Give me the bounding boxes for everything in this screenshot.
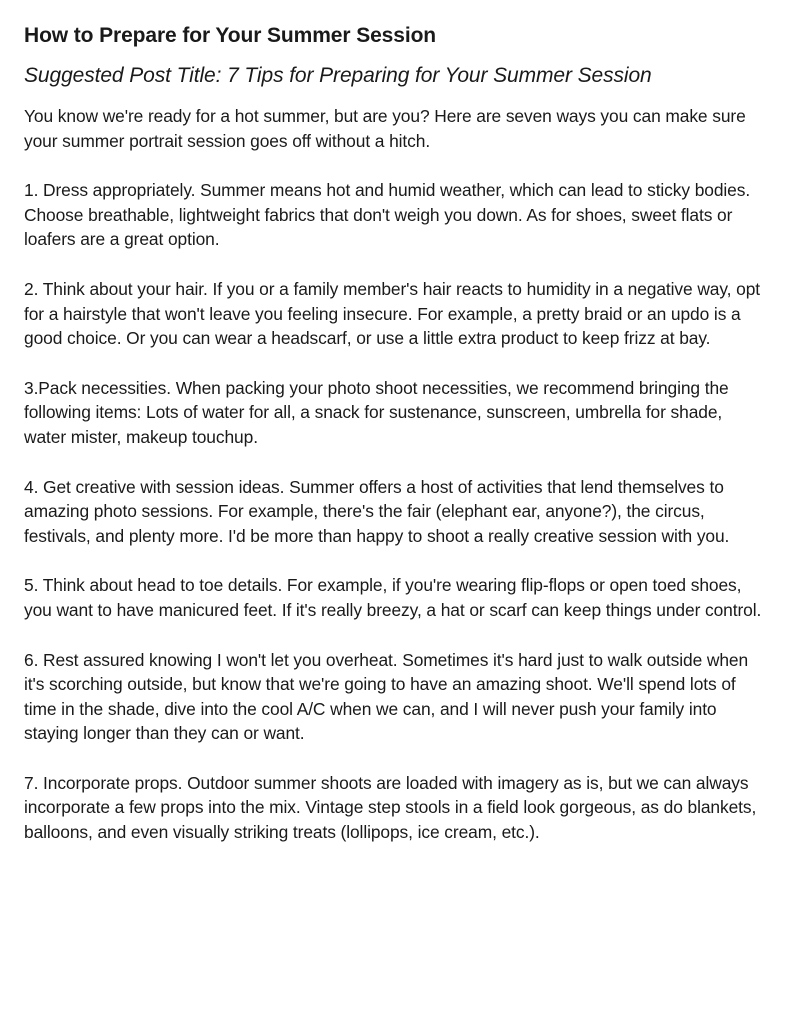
tip-paragraph-2: 2. Think about your hair. If you or a family member's hair reacts to humidity in a negative way, opt for a hairstyle that won't leave you feeling insecure. For example, a pretty braid or an updo is a good choice. Or you can wear a headscarf, or use a little extra product to keep frizz at bay.	[24, 278, 760, 349]
document-subtitle: Suggested Post Title: 7 Tips for Preparing for Your Summer Session	[24, 64, 652, 87]
tip-paragraph-7: 7. Incorporate props. Outdoor summer shoots are loaded with imagery as is, but we can always incorporate a few props into the mix. Vintage step stools in a field look gorgeous, as do blankets, balloons, and even visually striking treats (lollipops, ice cream, etc.).	[24, 772, 757, 843]
tip-paragraph-4: 4. Get creative with session ideas. Summer offers a host of activities that lend themselves to amazing photo sessions. For example, there's the fair (elephant ear, anyone?), the circus, festivals, and plenty more. I'd be more than happy to shoot a really creative session with you.	[24, 476, 730, 546]
tip-paragraph-3: 3.Pack necessities. When packing your photo shoot necessities, we recommend bringing the following items: Lots of water for all, a snack for sustenance, sunscreen, umbrella for shade, water mister, makeup touchup.	[24, 377, 729, 447]
tip-paragraph-6: 6. Rest assured knowing I won't let you overheat. Sometimes it's hard just to walk outside when it's scorching outside, but know that we're going to have an amazing shoot. We'll spend lots of time in the shade, dive into the cool A/C when we can, and I will never push your family into staying longer than they can or want.	[24, 649, 749, 744]
intro-paragraph: You know we're ready for a hot summer, but are you? Here are seven ways you can make sure your summer portrait session goes off without a hitch.	[24, 106, 746, 151]
tip-paragraph-1: 1. Dress appropriately. Summer means hot and humid weather, which can lead to sticky bodies. Choose breathable, lightweight fabrics that don't weigh you down. As for shoes, sweet flats or loafers are a great option.	[24, 180, 751, 250]
tip-paragraph-5: 5. Think about head to toe details. For example, if you're wearing flip-flops or open toed shoes, you want to have manicured feet. If it's really breezy, a hat or scarf can keep things under control.	[24, 575, 762, 620]
document-title: How to Prepare for Your Summer Session	[24, 24, 437, 47]
